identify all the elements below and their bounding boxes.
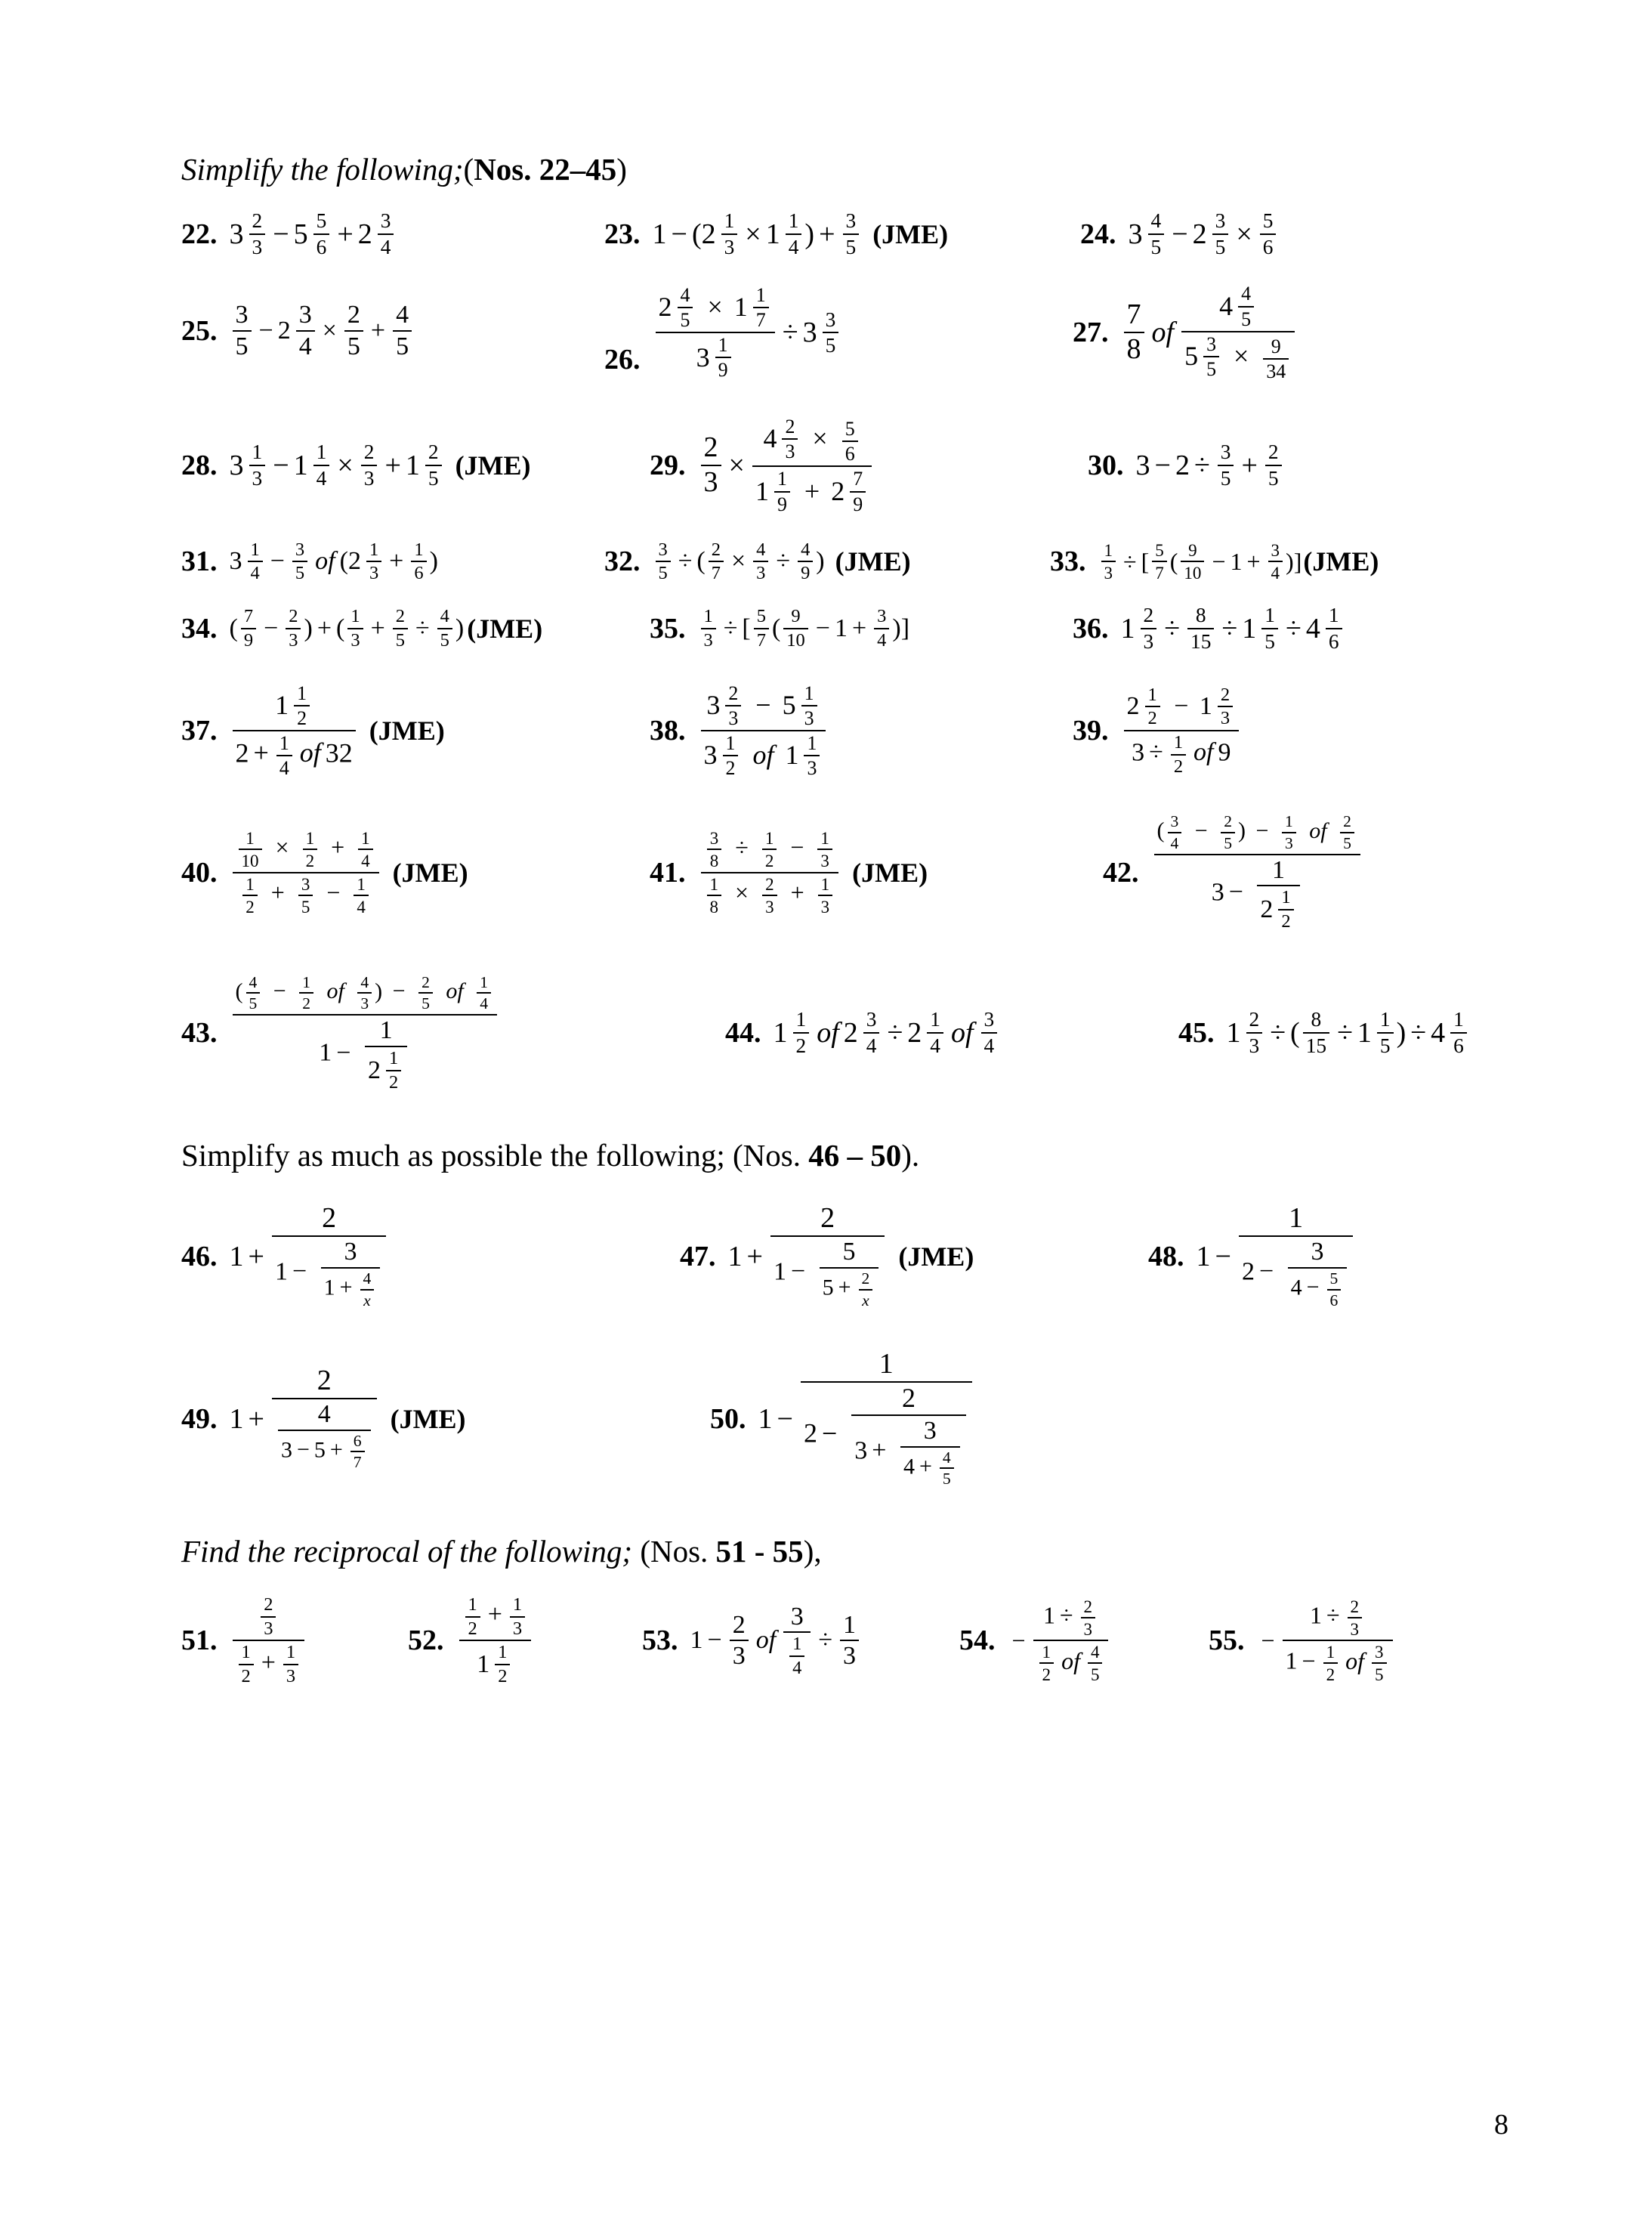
jme-tag: (JME)	[835, 546, 911, 577]
exercise-row	[181, 416, 1488, 515]
exercise-32	[604, 540, 1050, 583]
exercise-expression: − 1 ÷ $\frac{2}{3}$ 1 − $\frac{1}{2}$ of $\frac{3}{5}$	[1257, 1597, 1396, 1684]
exercise-number: 29.	[650, 449, 686, 481]
exercise-53	[642, 1603, 959, 1678]
jme-tag: (JME)	[872, 218, 949, 249]
exercise-expression: $\frac{1}{3}$ ÷ [ $\frac{5}{7}$ ( $\frac{9}{10}$ − 1 + $\frac{3}{4}$ )]	[698, 607, 910, 650]
exercise-45	[1178, 1009, 1470, 1056]
heading-text-b: ),	[803, 1533, 822, 1569]
exercise-42	[1103, 813, 1363, 931]
exercise-expression: 3 $\frac{2}{3}$ − 5 $\frac{5}{6}$ + 2 $\frac{3}{4}$	[230, 210, 397, 258]
exercise-22	[181, 210, 604, 258]
exercise-expression: 1 + 2 1 − 3 1 + $\frac{4}{x}$	[230, 1204, 390, 1309]
exercise-27	[1073, 283, 1298, 382]
exercise-30	[1088, 441, 1285, 489]
jme-tag: (JME)	[369, 715, 445, 746]
exercise-expression: $\frac{1}{2}$ + $\frac{1}{3}$ 1 $\frac{1}{2}$	[456, 1595, 535, 1686]
exercise-row	[181, 1349, 1488, 1488]
page-content	[181, 151, 1488, 1702]
exercise-number: 52.	[408, 1625, 444, 1657]
exercise-37	[181, 683, 650, 779]
exercise-number: 30.	[1088, 449, 1124, 481]
exercise-38	[650, 683, 1073, 779]
exercise-number: 34.	[181, 612, 218, 645]
exercise-number: 32.	[604, 546, 641, 578]
exercise-48	[1148, 1204, 1356, 1309]
exercise-number: 39.	[1073, 714, 1109, 747]
exercise-row	[181, 210, 1488, 258]
exercise-row	[181, 683, 1488, 779]
exercise-29	[650, 416, 1088, 515]
exercise-expression: 1 − ( 2 $\frac{1}{3}$ × 1 $\frac{1}{4}$ ) + $\frac{3}{5}$	[653, 210, 863, 258]
jme-tag: (JME)	[852, 857, 928, 888]
exercise-50	[710, 1349, 975, 1488]
exercise-49	[181, 1366, 710, 1471]
exercise-51	[181, 1595, 408, 1686]
exercise-number: 38.	[650, 714, 686, 747]
exercise-expression: $\frac{3}{5}$ − 2 $\frac{3}{4}$ × $\frac{2}{5}$ + $\frac{4}{5}$	[230, 301, 415, 360]
exercise-expression: $\frac{2}{3}$ $\frac{1}{2}$ + $\frac{1}{3}$	[230, 1595, 308, 1686]
exercise-number: 24.	[1080, 218, 1116, 250]
exercise-number: 50.	[710, 1402, 746, 1435]
exercise-expression: 3 − 2 ÷ $\frac{3}{5}$ + $\frac{2}{5}$	[1136, 441, 1285, 489]
exercise-47	[680, 1204, 1148, 1309]
exercise-number: 47.	[680, 1240, 716, 1272]
exercise-number: 33.	[1050, 546, 1086, 578]
exercise-row	[181, 813, 1488, 931]
exercise-25	[181, 301, 604, 360]
heading-text-a: (Nos.	[632, 1533, 716, 1569]
exercise-35	[650, 607, 1073, 650]
exercise-number: 23.	[604, 218, 641, 250]
exercise-expression: 3 $\frac{1}{4}$ − $\frac{3}{5}$ of ( 2 $\frac{1}{3}$ + $\frac{1}{6}$ )	[229, 539, 438, 584]
exercise-23	[604, 210, 1080, 258]
exercise-expression: 1 + 2 4 3 − 5 + $\frac{6}{7}$	[230, 1366, 380, 1471]
exercise-36	[1073, 604, 1345, 652]
exercise-number: 46.	[181, 1240, 218, 1272]
page-number: 8	[1494, 2109, 1508, 2141]
exercise-39	[1073, 685, 1242, 777]
exercise-number: 55.	[1209, 1625, 1245, 1657]
exercise-expression: 3 $\frac{4}{5}$ − 2 $\frac{3}{5}$ × $\frac{5}{6}$	[1129, 210, 1280, 258]
exercise-expression: 1 − 1 2 − 3 4 − $\frac{5}{6}$	[1197, 1204, 1357, 1309]
exercise-row	[181, 604, 1488, 652]
exercise-expression: $\frac{1}{10}$ × $\frac{1}{2}$ + $\frac{1}{4}$ $\frac{1}{2}$ + $\frac{3}{5}$ − $\frac{1}{4}$	[230, 829, 382, 916]
paren-close: )	[616, 152, 627, 187]
exercise-33	[1050, 541, 1379, 582]
jme-tag: (JME)	[392, 857, 468, 888]
exercise-41	[650, 829, 1103, 916]
exercise-number: 27.	[1073, 317, 1109, 349]
exercise-expression: $\frac{3}{5}$ ÷ ( $\frac{2}{7}$ × $\frac{4}{3}$ ÷ $\frac{4}{9}$ )	[653, 540, 825, 583]
jme-tag: (JME)	[898, 1241, 974, 1272]
jme-tag: (JME)	[1303, 546, 1379, 577]
section-heading-simplify-much	[181, 1137, 1488, 1173]
exercise-expression: 3 $\frac{1}{3}$ − 1 $\frac{1}{4}$ × $\frac{2}{3}$ + 1 $\frac{2}{5}$	[230, 441, 445, 489]
exercise-expression: 3 $\frac{2}{3}$ − 5 $\frac{1}{3}$ 3 $\frac{1}{2}$ of 1 $\frac{1}{3}$	[698, 683, 829, 779]
exercise-expression: $\frac{2}{3}$ × 4 $\frac{2}{3}$ × $\frac{5}{6}$ 1 $\frac{1}{9}$ + 2 $\frac{7}{9}$	[698, 416, 875, 515]
exercise-row	[181, 1595, 1488, 1686]
jme-tag: (JME)	[467, 613, 543, 644]
exercise-expression: $\frac{7}{8}$ of 4 $\frac{4}{5}$ 5 $\frac{3}{5}$ × $\frac{9}{34}$	[1121, 283, 1298, 382]
exercise-number: 48.	[1148, 1240, 1184, 1272]
exercise-number: 31.	[181, 546, 218, 578]
exercise-24	[1080, 210, 1279, 258]
exercise-number: 42.	[1103, 856, 1139, 889]
exercise-expression: ( $\frac{3}{4}$ − $\frac{2}{5}$ ) − $\frac{1}{3}$ of $\frac{2}{5}$ 3 − 1 2 $\frac{1}{2}$	[1151, 813, 1363, 931]
exercise-expression: 1 − $\frac{2}{3}$ of $\frac{3}{\frac{1}{4}}$ ÷ $\frac{1}{3}$	[690, 1603, 863, 1678]
jme-tag: (JME)	[390, 1403, 466, 1434]
exercise-28	[181, 441, 650, 489]
exercise-44	[725, 1009, 1178, 1056]
exercise-expression: 1 $\frac{1}{2}$ of 2 $\frac{3}{4}$ ÷ 2 $\frac{1}{4}$ of $\frac{3}{4}$	[774, 1009, 1001, 1056]
exercise-number: 25.	[181, 315, 218, 348]
heading-italic: Find the reciprocal of the following;	[181, 1533, 633, 1569]
exercise-46	[181, 1204, 680, 1309]
exercise-number: 45.	[1178, 1017, 1215, 1050]
exercise-number: 40.	[181, 856, 218, 889]
exercise-number: 44.	[725, 1017, 761, 1050]
exercise-expression: − 1 ÷ $\frac{2}{3}$ $\frac{1}{2}$ of $\frac{4}{5}$	[1008, 1597, 1112, 1684]
exercise-54	[959, 1597, 1209, 1684]
exercise-row	[181, 1204, 1488, 1309]
section-heading-range: Nos. 22–45	[474, 152, 617, 187]
exercise-number: 35.	[650, 612, 686, 645]
jme-tag: (JME)	[455, 450, 531, 481]
exercise-52	[408, 1595, 642, 1686]
exercise-34	[181, 607, 650, 650]
exercise-row	[181, 540, 1488, 583]
exercise-expression: $\frac{3}{8}$ ÷ $\frac{1}{2}$ − $\frac{1}{3}$ $\frac{1}{8}$ × $\frac{2}{3}$ + $\frac{1}{3}$	[698, 829, 842, 916]
exercise-expression: 2 $\frac{1}{2}$ − 1 $\frac{2}{3}$ 3 ÷ $\frac{1}{2}$ of 9	[1121, 685, 1243, 777]
exercise-expression: 1 + 2 1 − 5 5 + $\frac{2}{x}$	[728, 1204, 888, 1309]
exercise-number: 36.	[1073, 612, 1109, 645]
exercise-55	[1209, 1597, 1396, 1684]
heading-text-b: ).	[901, 1138, 920, 1173]
exercise-expression: 1 $\frac{1}{2}$ 2 + $\frac{1}{4}$ of 32	[230, 683, 359, 779]
exercise-number: 54.	[959, 1625, 996, 1657]
exercise-number: 51.	[181, 1625, 218, 1657]
exercise-26	[604, 285, 1073, 381]
exercise-40	[181, 829, 650, 916]
exercise-31	[181, 540, 604, 583]
exercise-number: 41.	[650, 856, 686, 889]
exercise-expression: 1 − 1 2 − 2 3 + 3 4 + $\frac{4}{5}$	[758, 1349, 975, 1488]
exercise-row	[181, 974, 1488, 1092]
exercise-row	[181, 283, 1488, 382]
section-heading-italic: Simplify the following;	[181, 152, 464, 187]
exercise-expression: 1 $\frac{2}{3}$ ÷ $\frac{8}{15}$ ÷ 1 $\frac{1}{5}$ ÷ 4 $\frac{1}{6}$	[1121, 604, 1345, 652]
exercise-expression: $\frac{1}{3}$ ÷ [ $\frac{5}{7}$ ( $\frac{9}{10}$ − 1 + $\frac{3}{4}$ )]	[1098, 541, 1302, 582]
heading-range: 46 – 50	[808, 1138, 902, 1173]
exercise-number: 43.	[181, 1017, 218, 1050]
exercise-number: 49.	[181, 1402, 218, 1435]
exercise-expression: ( $\frac{4}{5}$ − $\frac{1}{2}$ of $\frac{4}{3}$ ) − $\frac{2}{5}$ of $\frac{1}{4}$ 1 − 1 2 $\frac{1}{2}$	[230, 974, 501, 1092]
section-heading-simplify	[181, 151, 1488, 187]
exercise-number: 37.	[181, 714, 218, 747]
section-heading-reciprocal	[181, 1533, 1488, 1569]
exercise-expression: 2 $\frac{4}{5}$ × 1 $\frac{1}{7}$ 3 $\frac{1}{9}$ ÷ 3 $\frac{3}{5}$	[653, 285, 842, 381]
exercise-43	[181, 974, 725, 1092]
heading-text-a: Simplify as much as possible the following; (Nos.	[181, 1138, 809, 1173]
exercise-number: 28.	[181, 449, 218, 481]
exercise-expression: ( $\frac{7}{9}$ − $\frac{2}{3}$ ) + ( $\frac{1}{3}$ + $\frac{2}{5}$ ÷ $\frac{4}{5}$ )	[229, 606, 465, 651]
exercise-number: 26.	[604, 343, 641, 376]
paren-open: (	[463, 152, 474, 187]
exercise-expression: 1 $\frac{2}{3}$ ÷ ( $\frac{8}{15}$ ÷ 1 $\frac{1}{5}$ ) ÷ 4 $\frac{1}{6}$	[1227, 1009, 1470, 1056]
exercise-number: 22.	[181, 218, 218, 250]
exercise-number: 53.	[642, 1625, 678, 1657]
heading-range: 51 - 55	[715, 1533, 804, 1569]
